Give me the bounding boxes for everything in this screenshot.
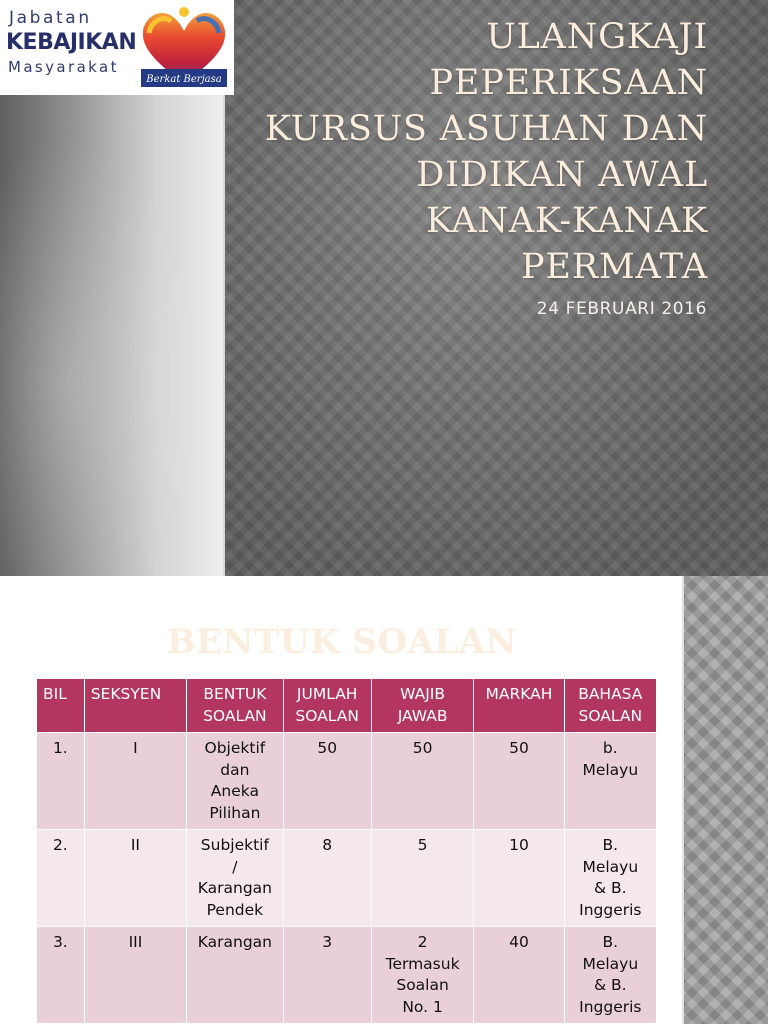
cell-markah: 50 bbox=[474, 733, 564, 830]
cell-jumlah-soalan: 8 bbox=[283, 830, 371, 927]
cell-wajib-jawab: 5 bbox=[371, 830, 473, 927]
cell-bahasa-soalan: B. Melayu & B. Inggeris bbox=[564, 927, 656, 1024]
patterned-side-strip bbox=[684, 576, 768, 1024]
table-slide-title: BENTUK SOALAN bbox=[166, 622, 518, 662]
cell-wajib-jawab: 50 bbox=[371, 733, 473, 830]
cell-bahasa-soalan: B. Melayu & B. Inggeris bbox=[564, 830, 656, 927]
logo-text-jabatan: Jabatan bbox=[9, 8, 92, 28]
cell-seksyen: II bbox=[84, 830, 186, 927]
logo-text-masyarakat: Masyarakat bbox=[8, 58, 119, 76]
slide-title: ULANGKAJI PEPERIKSAAN KURSUS ASUHAN DAN DIDIKAN AWAL KANAK-KANAK PERMATA bbox=[264, 17, 708, 287]
question-format-table bbox=[36, 678, 657, 1024]
logo-text-kebajikan: KEBAJIKAN bbox=[6, 30, 137, 55]
cell-bentuk-soalan: Subjektif / Karangan Pendek bbox=[187, 830, 283, 927]
cell-bil: 2. bbox=[37, 830, 85, 927]
header-jumlah-soalan: JUMLAH SOALAN bbox=[283, 679, 371, 733]
header-markah: MARKAH bbox=[474, 679, 564, 733]
table-slide bbox=[0, 576, 768, 1024]
cell-seksyen: I bbox=[84, 733, 186, 830]
cell-jumlah-soalan: 3 bbox=[283, 927, 371, 1024]
cell-seksyen: III bbox=[84, 927, 186, 1024]
cell-markah: 10 bbox=[474, 830, 564, 927]
header-seksyen: SEKSYEN bbox=[84, 679, 186, 733]
slide-date: 24 FEBRUARI 2016 bbox=[536, 299, 707, 319]
table-row bbox=[37, 830, 657, 927]
cell-bentuk-soalan: Karangan bbox=[187, 927, 283, 1024]
svg-text:Berkat Berjasa: Berkat Berjasa bbox=[146, 74, 222, 85]
table-row bbox=[37, 733, 657, 830]
cell-bahasa-soalan: b. Melayu bbox=[564, 733, 656, 830]
cell-markah: 40 bbox=[474, 927, 564, 1024]
header-wajib-jawab: WAJIB JAWAB bbox=[371, 679, 473, 733]
header-bahasa-soalan: BAHASA SOALAN bbox=[564, 679, 656, 733]
cell-wajib-jawab: 2 Termasuk Soalan No. 1 bbox=[371, 927, 473, 1024]
cell-bentuk-soalan: Objektif dan Aneka Pilihan bbox=[187, 733, 283, 830]
cell-bil: 1. bbox=[37, 733, 85, 830]
cell-bil: 3. bbox=[37, 927, 85, 1024]
header-bentuk-soalan: BENTUK SOALAN bbox=[187, 679, 283, 733]
table-header-row bbox=[37, 679, 657, 733]
table-row bbox=[37, 927, 657, 1024]
header-bil: BIL bbox=[37, 679, 85, 733]
cell-jumlah-soalan: 50 bbox=[283, 733, 371, 830]
